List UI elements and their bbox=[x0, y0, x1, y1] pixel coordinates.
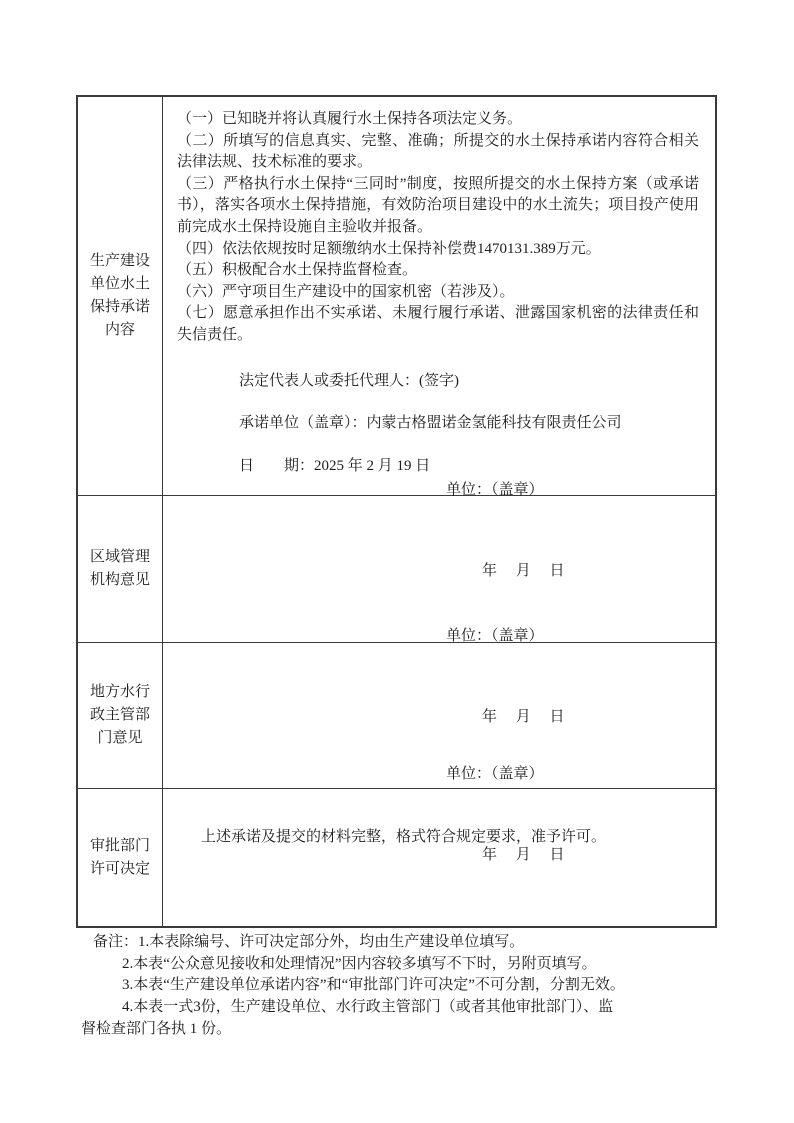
row-label-approval-decision bbox=[78, 789, 163, 926]
row-label-commitment bbox=[78, 97, 163, 495]
date-blank-line: 年 月 日 bbox=[482, 709, 565, 725]
unit-seal-line: 单位：（盖章） bbox=[446, 766, 544, 782]
date-blank-line: 年 月 日 bbox=[482, 563, 565, 579]
footnote-line-5: 督检查部门各执 1 份。 bbox=[81, 1020, 232, 1037]
footnote-line-4: 4.本表一式3份，生产建设单位、水行政主管部门（或者其他审批部门）、监 bbox=[122, 999, 614, 1016]
commitment-item-2: （二）所填写的信息真实、完整、准确；所提交的水土保持承诺内容符合相关法律法规、技术标准的要求。 bbox=[177, 132, 699, 171]
commitment-form-table bbox=[76, 95, 717, 928]
row-label-approval-decision-text: 审批部门许可决定 bbox=[89, 837, 150, 877]
row-label-local-water-authority-text: 地方水行政主管部门意见 bbox=[89, 684, 150, 746]
row-label-regional-authority-text: 区域管理机构意见 bbox=[89, 549, 150, 588]
footnote-line-1: 备注：1.本表除编号、许可决定部分外，均由生产建设单位填写。 bbox=[93, 934, 525, 950]
approval-decision-seal-block bbox=[163, 707, 715, 923]
commitment-item-1: （一）已知晓并将认真履行水土保持各项法定义务。 bbox=[177, 111, 523, 127]
row-approval-decision bbox=[78, 766, 715, 926]
footnote-line-2: 2.本表“公众意见接收和处理情况”因内容较多填写不下时，另附页填写。 bbox=[122, 955, 597, 972]
unit-seal-line: 单位：（盖章） bbox=[446, 482, 544, 498]
approval-decision-cell bbox=[163, 766, 715, 926]
footnote-line-3: 3.本表“生产建设单位承诺内容”和“审批部门许可决定”不可分割，分割无效。 bbox=[122, 977, 625, 994]
row-label-commitment-text: 生产建设单位水土保持承诺内容 bbox=[89, 253, 150, 338]
row-label-local-water-authority bbox=[78, 643, 163, 788]
date-blank-line: 年 月 日 bbox=[482, 847, 565, 863]
unit-seal-line: 单位：（盖章） bbox=[446, 628, 544, 644]
commitment-date-line: 日 期：2025 年 2 月 19 日 bbox=[239, 457, 431, 474]
commitment-item-5: （五）积极配合水土保持监督检查。 bbox=[177, 262, 418, 279]
commitment-item-6: （六）严守项目生产建设中的国家机密（若涉及）。 bbox=[177, 283, 515, 300]
commitment-item-4: （四）依法依规按时足额缴纳水土保持补偿费1470131.389万元。 bbox=[177, 240, 601, 257]
approval-decision-text: 上述承诺及提交的材料完整，格式符合规定要求，准予许可。 bbox=[201, 829, 607, 845]
commitment-item-7: （七）愿意承担作出不实承诺、未履行履行承诺、泄露国家机密的法律责任和失信责任。 bbox=[177, 305, 699, 343]
footnotes bbox=[81, 932, 731, 1041]
legal-representative-signature-line: 法定代表人或委托代理人：(签字) bbox=[239, 372, 459, 389]
row-label-regional-authority bbox=[78, 496, 163, 642]
commitment-unit-line: 承诺单位（盖章）：内蒙古格盟诺金氢能科技有限责任公司 bbox=[239, 415, 622, 432]
commitment-item-3: （三）严格执行水土保持“三同时”制度，按照所提交的水土保持方案（或承诺书），落实各项水土保持措施，有效防治项目建设中的水土流失；项目投产使用前完成水土保持设施自主验收并报备。 bbox=[177, 175, 699, 235]
